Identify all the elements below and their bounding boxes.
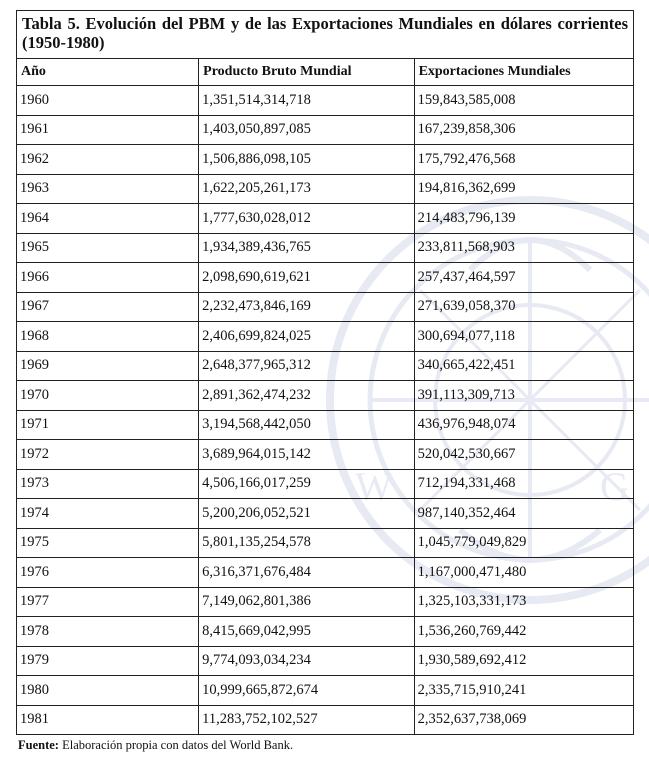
- table-row: [17, 204, 634, 234]
- evolution-table-container: [16, 10, 634, 735]
- year-cell: 1976: [17, 558, 199, 588]
- pbm-cell: 4,506,166,017,259: [199, 469, 414, 499]
- pbm-cell: 3,194,568,442,050: [199, 410, 414, 440]
- year-cell: 1973: [17, 469, 199, 499]
- table-row: [17, 174, 634, 204]
- year-cell: 1967: [17, 292, 199, 322]
- table-row: [17, 263, 634, 293]
- pbm-cell: 9,774,093,034,234: [199, 646, 414, 676]
- year-cell: 1962: [17, 145, 199, 175]
- exports-cell: 712,194,331,468: [414, 469, 633, 499]
- table-title: Tabla 5. Evolución del PBM y de las Exportaciones Mundiales en dólares corrientes (1950-1980): [17, 11, 634, 59]
- year-cell: 1979: [17, 646, 199, 676]
- year-cell: 1969: [17, 351, 199, 381]
- pbm-cell: 1,777,630,028,012: [199, 204, 414, 234]
- pbm-cell: 1,403,050,897,085: [199, 115, 414, 145]
- year-cell: 1964: [17, 204, 199, 234]
- year-cell: 1980: [17, 676, 199, 706]
- year-cell: 1968: [17, 322, 199, 352]
- pbm-cell: 2,648,377,965,312: [199, 351, 414, 381]
- pbm-cell: 8,415,669,042,995: [199, 617, 414, 647]
- watermark-letter: G: [600, 464, 629, 509]
- pbm-cell: 2,891,362,474,232: [199, 381, 414, 411]
- watermark-letter: W: [355, 464, 393, 509]
- source-text: Elaboración propia con datos del World Bank.: [62, 738, 294, 752]
- pbm-cell: 5,200,206,052,521: [199, 499, 414, 529]
- year-cell: 1961: [17, 115, 199, 145]
- table-row: [17, 499, 634, 529]
- table-row: [17, 469, 634, 499]
- exports-cell: 1,045,779,049,829: [414, 528, 633, 558]
- exports-cell: 271,639,058,370: [414, 292, 633, 322]
- table-row: [17, 410, 634, 440]
- year-cell: 1975: [17, 528, 199, 558]
- exports-cell: 167,239,858,306: [414, 115, 633, 145]
- year-cell: 1960: [17, 86, 199, 116]
- year-cell: 1981: [17, 705, 199, 735]
- pbm-cell: 2,232,473,846,169: [199, 292, 414, 322]
- exports-cell: 2,335,715,910,241: [414, 676, 633, 706]
- exports-cell: 159,843,585,008: [414, 86, 633, 116]
- pbm-cell: 3,689,964,015,142: [199, 440, 414, 470]
- exports-cell: 987,140,352,464: [414, 499, 633, 529]
- exports-cell: 391,113,309,713: [414, 381, 633, 411]
- pbm-cell: 11,283,752,102,527: [199, 705, 414, 735]
- exports-cell: 214,483,796,139: [414, 204, 633, 234]
- exports-cell: 1,167,000,471,480: [414, 558, 633, 588]
- table-row: [17, 440, 634, 470]
- pbm-cell: 2,098,690,619,621: [199, 263, 414, 293]
- pbm-cell: 5,801,135,254,578: [199, 528, 414, 558]
- source-note: [18, 738, 293, 753]
- exports-cell: 300,694,077,118: [414, 322, 633, 352]
- table-row: [17, 292, 634, 322]
- exports-cell: 233,811,568,903: [414, 233, 633, 263]
- exports-cell: 2,352,637,738,069: [414, 705, 633, 735]
- year-cell: 1974: [17, 499, 199, 529]
- exports-cell: 194,816,362,699: [414, 174, 633, 204]
- column-header-exports: Exportaciones Mundiales: [414, 59, 633, 86]
- year-cell: 1972: [17, 440, 199, 470]
- pbm-cell: 2,406,699,824,025: [199, 322, 414, 352]
- exports-cell: 1,930,589,692,412: [414, 646, 633, 676]
- table-row: [17, 233, 634, 263]
- year-cell: 1965: [17, 233, 199, 263]
- table-row: [17, 351, 634, 381]
- pbm-cell: 10,999,665,872,674: [199, 676, 414, 706]
- exports-cell: 520,042,530,667: [414, 440, 633, 470]
- column-header-pbm: Producto Bruto Mundial: [199, 59, 414, 86]
- table-row: [17, 705, 634, 735]
- table-row: [17, 528, 634, 558]
- exports-cell: 1,536,260,769,442: [414, 617, 633, 647]
- table-row: [17, 86, 634, 116]
- pbm-cell: 1,351,514,314,718: [199, 86, 414, 116]
- table-row: [17, 676, 634, 706]
- pbm-cell: 1,622,205,261,173: [199, 174, 414, 204]
- column-header-year: Año: [17, 59, 199, 86]
- source-label: Fuente:: [18, 738, 59, 752]
- table-row: [17, 322, 634, 352]
- header-row: [17, 59, 634, 86]
- year-cell: 1978: [17, 617, 199, 647]
- year-cell: 1971: [17, 410, 199, 440]
- exports-cell: 1,325,103,331,173: [414, 587, 633, 617]
- table-row: [17, 617, 634, 647]
- exports-cell: 436,976,948,074: [414, 410, 633, 440]
- table-row: [17, 381, 634, 411]
- year-cell: 1966: [17, 263, 199, 293]
- pbm-cell: 1,934,389,436,765: [199, 233, 414, 263]
- table-row: [17, 145, 634, 175]
- table-row: [17, 558, 634, 588]
- exports-cell: 340,665,422,451: [414, 351, 633, 381]
- table-row: [17, 587, 634, 617]
- exports-cell: 175,792,476,568: [414, 145, 633, 175]
- pbm-cell: 6,316,371,676,484: [199, 558, 414, 588]
- year-cell: 1963: [17, 174, 199, 204]
- evolution-table: [16, 10, 634, 735]
- pbm-cell: 1,506,886,098,105: [199, 145, 414, 175]
- table-row: [17, 646, 634, 676]
- exports-cell: 257,437,464,597: [414, 263, 633, 293]
- pbm-cell: 7,149,062,801,386: [199, 587, 414, 617]
- table-row: [17, 115, 634, 145]
- year-cell: 1970: [17, 381, 199, 411]
- year-cell: 1977: [17, 587, 199, 617]
